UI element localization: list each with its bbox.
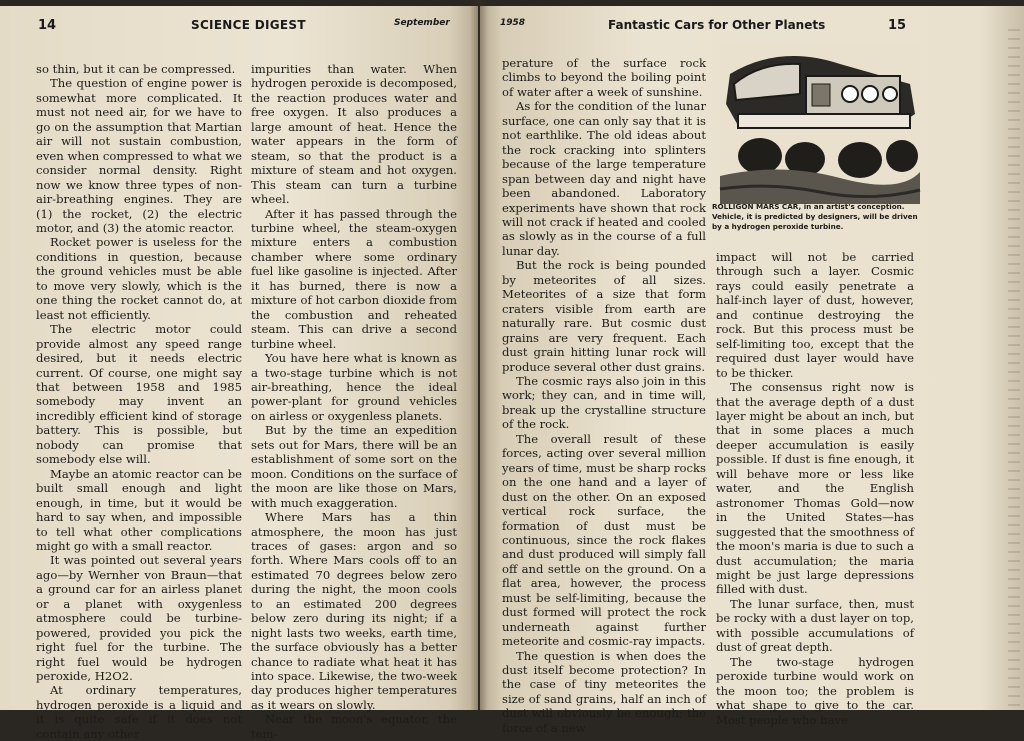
right-column-1 [502, 56, 706, 735]
paragraph: As for the condition of the lunar surface, one can only say that it is not earthlike. The old ideas about the rock cracking into splinters because of the large temperature span between day and night have been abandoned. Laboratory experiments have shown that rock will not crack if heated and cooled as slowly as in the course of a full lunar day. [502, 99, 706, 258]
figure-caption [712, 202, 918, 232]
paragraph: The overall result of these forces, acting over several million years of time, must be sharp rocks on the one hand and a layer of dust on the other. On an exposed vertical rock surface, the formation of dust must be continuous, since the rock flakes and dust produced will simply fall off and settle on the ground. On a flat area, however, the process must be self-limiting, because the dust formed will protect the rock underneath against further meteorite and cosmic-ray impacts. [502, 431, 706, 649]
magazine-title: SCIENCE DIGEST [191, 18, 306, 32]
paragraph: so thin, but it can be compressed. [36, 62, 236, 76]
paragraph: After it has passed through the turbine wheel, the steam-oxygen mixture enters a combustion chamber where some ordinary fuel like gasoline is injected. After it has burned, there is now a mixture of hot carbon dioxide from the combustion and reheated steam. This can drive a second turbine wheel. [251, 206, 457, 351]
paragraph: The consensus right now is that the average depth of a dust layer might be about an inch, but that in some places a much deeper accumulation is easily possible. If dust is fine enough, it will behave more or less like water, and the English astronomer Thomas Gold—now in the United States—has suggested that the smoothness of the moon's maria is due to such a dust accumulation; the maria might be just large depressions filled with dust. [716, 380, 914, 597]
left-page [0, 6, 478, 741]
paragraph: Near the moon's equator, the tem- [251, 712, 457, 741]
paragraph: The question of engine power is somewhat more complicated. It must not need air, for we have to go on the assumption that Martian air will not sustain combustion, even when compressed to what we consider normal density. Right now we know three types of non-air-breathing engines. They are (1) the rocket, (2) the electric motor, and (3) the atomic reactor. [36, 76, 242, 235]
right-page-number: 15 [888, 18, 907, 33]
issue-month: September [394, 18, 450, 28]
paragraph: It was pointed out several years ago—by Wernher von Braun—that a ground car for an airless planet or a planet with oxygenless atmosphere could be turbine-powered, provided you pick the right fuel for the turbine. The right fuel would be hydrogen peroxide, H2O2. [36, 553, 242, 684]
paragraph: impact will not be carried through such a layer. Cosmic rays could easily penetrate a half-inch layer of dust, however, and continue destroying the rock. But this process must be self-limiting too, except that the required dust layer would have to be thicker. [716, 250, 914, 380]
paragraph: But by the time an expedition sets out for Mars, there will be an establishment of some sort on the moon. Conditions on the surface of the moon are like those on Mars, with much exaggeration. [251, 423, 457, 510]
book-gutter [470, 0, 488, 710]
caption-text: in an artist's conception. Vehicle, it is predicted by designers, will be driven by a hydrogen peroxide turbine. [712, 202, 918, 231]
paragraph: The lunar surface, then, must be rocky with a dust layer on top, with possible accumulations of dust of great depth. [716, 596, 914, 655]
paragraph: You have here what is known as a two-stage turbine which is not air-breathing, hence the ideal power-plant for ground vehicles on airless or oxygenless planets. [251, 351, 457, 423]
edge-specks [1008, 26, 1020, 706]
left-page-number: 14 [38, 18, 57, 33]
left-column-2 [251, 62, 457, 741]
left-column-1 [36, 62, 242, 741]
paragraph: The cosmic rays also join in this work; they can, and in time will, break up the crystalline structure of the rock. [502, 373, 706, 432]
paragraph: But the rock is being pounded by meteorites of all sizes. Meteorites of a size that form craters visible from earth are naturally rare. But cosmic dust grains are very frequent. Each dust grain hitting lunar rock will produce several other dust grains. [502, 258, 706, 374]
paragraph: Where Mars has a thin atmosphere, the moon has just traces of gases: argon and so forth. Where Mars cools off to an estimated 70 degrees below zero during the night, the moon cools to an estimated 200 degrees below zero during its night; if a night lasts two weeks, earth time, the surface obviously has a better chance to radiate what heat it has into space. Likewise, the two-week day produces higher temperatures as it wears on slowly. [251, 510, 457, 712]
paragraph: The question is when does the dust itself become protection? In the case of tiny meteorites the size of sand grains, half an inch of dust will obviously be enough; the force of a new [502, 648, 706, 735]
paragraph: Maybe an atomic reactor can be built small enough and light enough, in time, but it would be hard to say when, and impossible to tell what other complications might go with a small reactor. [36, 466, 242, 553]
issue-year: 1958 [500, 18, 526, 28]
paragraph: Rocket power is useless for the conditions in question, because the ground vehicles must be able to move very slowly, which is the one thing the rocket cannot do, at least not efficiently. [36, 235, 242, 322]
paragraph: At ordinary temperatures, hydrogen peroxide is a liquid and it is quite safe if it does not contain any other [36, 683, 242, 741]
paragraph: The electric motor could provide almost any speed range desired, but it needs electric current. Of course, one might say that between 1958 and 1985 somebody may invent an incredibly efficient kind of storage battery. This is possible, but nobody can promise that somebody else will. [36, 322, 242, 467]
article-title: Fantastic Cars for Other Planets [608, 18, 826, 32]
right-column-2 [716, 250, 914, 727]
paragraph: impurities than water. When hydrogen peroxide is decomposed, the reaction produces water and free oxygen. It also produces a large amount of heat. Hence the water appears in the form of steam, so that the product is a mixture of steam and hot oxygen. This steam can turn a turbine wheel. [251, 62, 457, 207]
paragraph: The two-stage hydrogen peroxide turbine would work on the moon too; the problem is what shape to give to the car. Most people who have [716, 654, 914, 727]
paragraph: perature of the surface rock climbs to beyond the boiling point of water after a week of sunshine. [502, 56, 706, 99]
caption-title: ROLLIGON MARS CAR, [712, 202, 802, 211]
rolligon-car-illustration-icon [720, 44, 920, 204]
